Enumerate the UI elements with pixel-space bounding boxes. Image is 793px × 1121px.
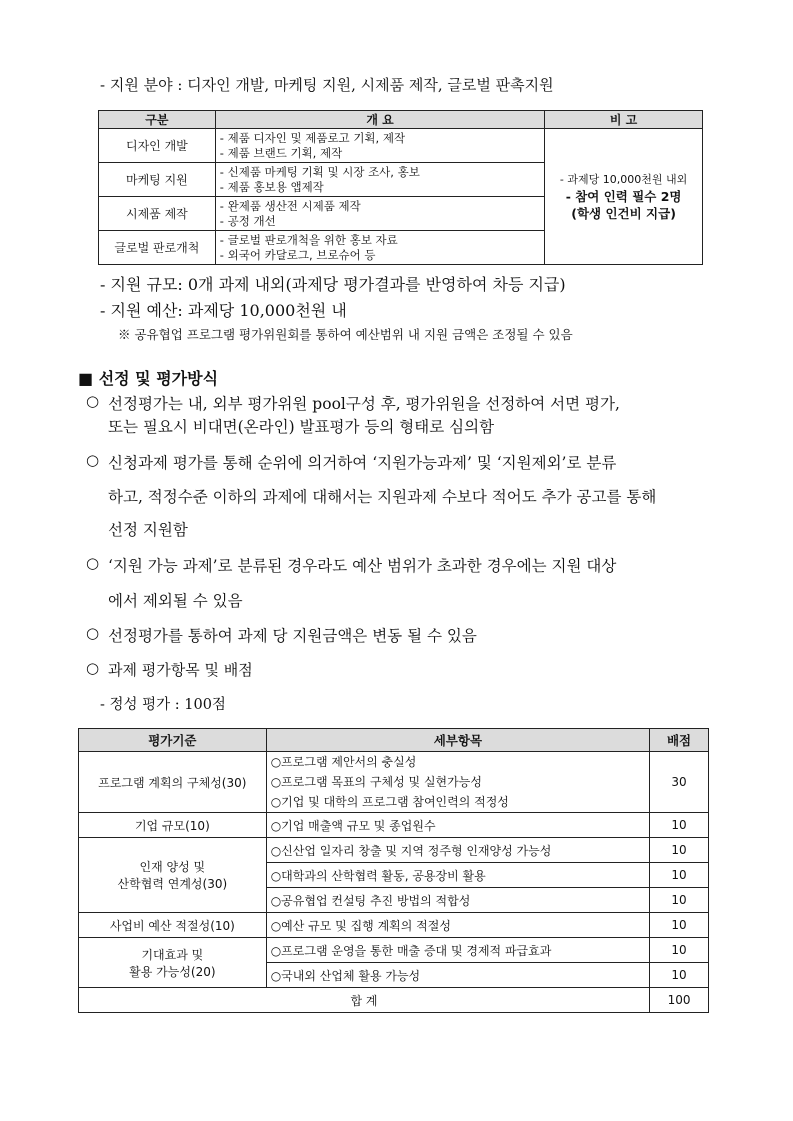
bullet-icon: ○ <box>86 659 100 677</box>
table-row <box>79 838 709 863</box>
column-header: 배점 <box>650 729 709 752</box>
support-areas-table <box>98 110 703 265</box>
description-cell <box>215 197 544 231</box>
note-line: - 과제당 10,000천원 내외 <box>559 173 688 186</box>
bullet-icon: ○ <box>86 554 100 572</box>
bullet-icon: ○ <box>86 451 100 469</box>
detail-cell: ○국내외 산업체 활용 가능성 <box>266 963 649 988</box>
description-item: - 제품 디자인 및 제품로고 기획, 제작 <box>219 130 406 145</box>
column-header: 평가기준 <box>79 729 267 752</box>
evaluation-criteria-table <box>78 728 709 1013</box>
category-cell: 시제품 제작 <box>99 197 216 231</box>
note-cell <box>545 129 703 265</box>
bullet-text: 또는 필요시 비대면(온라인) 발표평가 등의 형태로 심의함 <box>108 418 495 436</box>
detail-item: ○프로그램 목표의 구체성 및 실현가능성 <box>270 775 482 789</box>
column-header: 개 요 <box>215 111 544 129</box>
support-field-line: - 지원 분야 : 디자인 개발, 마케팅 지원, 시제품 제작, 글로벌 판촉지원 <box>100 76 554 94</box>
bullet-text: 선정 지원함 <box>108 521 188 539</box>
score-cell: 30 <box>650 752 709 813</box>
score-cell: 10 <box>650 838 709 863</box>
description-item: - 외국어 카달로그, 브로슈어 등 <box>219 247 376 262</box>
description-cell <box>215 231 544 265</box>
bullet-icon: ○ <box>86 624 100 642</box>
total-score: 100 <box>650 988 709 1013</box>
category-cell: 디자인 개발 <box>99 129 216 163</box>
detail-cell: ○예산 규모 및 집행 계획의 적절성 <box>266 913 649 938</box>
description-item: - 공정 개선 <box>219 213 276 228</box>
description-item: - 제품 브랜드 기획, 제작 <box>219 145 343 160</box>
support-budget-line: - 지원 예산: 과제당 10,000천원 내 <box>100 301 347 320</box>
detail-cell: ○공유협업 컨설팅 추진 방법의 적합성 <box>266 888 649 913</box>
bullet-text: 하고, 적정수준 이하의 과제에 대해서는 지원과제 수보다 적어도 추가 공고를 통해 <box>108 488 657 506</box>
section-title: ■ 선정 및 평가방식 <box>78 369 219 388</box>
description-cell <box>215 129 544 163</box>
description-item: - 글로벌 판로개척을 위한 홍보 자료 <box>219 232 398 247</box>
bullet-text: ‘지원 가능 과제’로 분류된 경우라도 예산 범위가 초과한 경우에는 지원 대상 <box>108 557 617 575</box>
description-item: - 제품 홍보용 앱제작 <box>219 179 324 194</box>
score-cell: 10 <box>650 813 709 838</box>
score-cell: 10 <box>650 963 709 988</box>
budget-note: ※ 공유협업 프로그램 평가위원회를 통하여 예산범위 내 지원 금액은 조정될 수 있음 <box>118 327 573 342</box>
criterion-line: 산학협력 연계성(30) <box>117 877 228 891</box>
qualitative-eval-line: - 정성 평가 : 100점 <box>100 697 226 713</box>
detail-cell: ○신산업 일자리 창출 및 지역 정주형 인재양성 가능성 <box>266 838 649 863</box>
bullet-icon: ○ <box>86 392 100 410</box>
score-cell: 10 <box>650 863 709 888</box>
description-cell <box>215 163 544 197</box>
note-line-bold: - 참여 인력 필수 2명 <box>565 189 682 204</box>
table-row <box>79 938 709 963</box>
table-header-row <box>79 729 709 752</box>
detail-cell: ○기업 매출액 규모 및 종업원수 <box>266 813 649 838</box>
table-row <box>79 813 709 838</box>
table-row <box>79 752 709 813</box>
description-item: - 신제품 마케팅 기획 및 시장 조사, 홍보 <box>219 164 420 179</box>
table-row <box>79 913 709 938</box>
category-cell: 마케팅 지원 <box>99 163 216 197</box>
table-row <box>99 129 703 163</box>
detail-item: ○프로그램 제안서의 충실성 <box>270 755 417 769</box>
detail-cell: ○프로그램 운영을 통한 매출 증대 및 경제적 파급효과 <box>266 938 649 963</box>
detail-cell: ○대학과의 산학협력 활동, 공용장비 활용 <box>266 863 649 888</box>
total-row <box>79 988 709 1013</box>
detail-cell <box>266 752 649 813</box>
total-label: 합 계 <box>79 988 650 1013</box>
bullet-text: 선정평가는 내, 외부 평가위원 pool구성 후, 평가위원을 선정하여 서면 평가, <box>108 395 620 413</box>
criterion-cell: 사업비 예산 적절성(10) <box>79 913 267 938</box>
criterion-cell: 기업 규모(10) <box>79 813 267 838</box>
score-cell: 10 <box>650 938 709 963</box>
bullet-text: 신청과제 평가를 통해 순위에 의거하여 ‘지원가능과제’ 및 ‘지원제외’로 분류 <box>108 454 617 472</box>
note-line-bold: (학생 인건비 지급) <box>571 206 676 221</box>
score-cell: 10 <box>650 913 709 938</box>
score-cell: 10 <box>650 888 709 913</box>
category-cell: 글로벌 판로개척 <box>99 231 216 265</box>
criterion-line: 활용 가능성(20) <box>129 964 216 979</box>
description-item: - 완제품 생산전 시제품 제작 <box>219 198 361 213</box>
column-header: 세부항목 <box>266 729 649 752</box>
support-scale-line: - 지원 규모: 0개 과제 내외(과제당 평가결과를 반영하여 차등 지급) <box>100 275 566 294</box>
column-header: 구분 <box>99 111 216 129</box>
criterion-line: 인재 양성 및 <box>139 860 206 874</box>
criterion-line: 기대효과 및 <box>141 947 204 962</box>
detail-item: ○기업 및 대학의 프로그램 참여인력의 적정성 <box>270 795 509 809</box>
table-header-row <box>99 111 703 129</box>
bullet-text: 에서 제외될 수 있음 <box>108 592 243 610</box>
column-header: 비 고 <box>545 111 703 129</box>
bullet-text: 과제 평가항목 및 배점 <box>108 661 253 679</box>
criterion-cell: 프로그램 계획의 구체성(30) <box>79 752 267 813</box>
criterion-cell <box>79 838 267 913</box>
bullet-text: 선정평가를 통하여 과제 당 지원금액은 변동 될 수 있음 <box>108 627 477 645</box>
criterion-cell <box>79 938 267 988</box>
